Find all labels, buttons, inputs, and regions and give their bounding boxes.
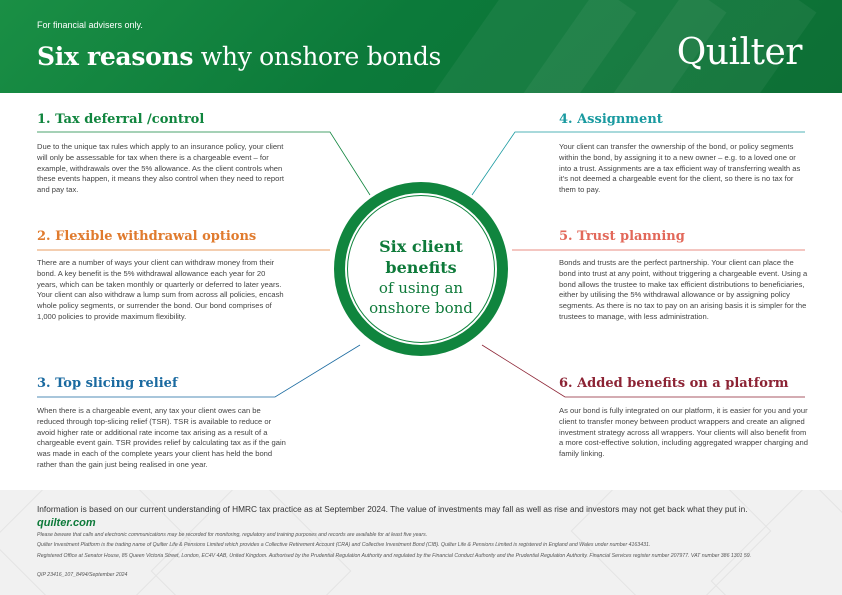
section-body: As our bond is fully integrated on our platform, it is easier for you and your client to transfer money between product wrappers and create an aligned investment strategy across all wrappers. Your clients will also benefit from a more cost-effective solution, including aggregated wrapper charging and family linking. bbox=[559, 406, 808, 459]
footer-platform-notice: Quilter Investment Platform is the trading name of Quilter Life & Pensions Limited which provides a Collective Retirement Account (CRA) and Collective Investment Bond (CIB). Quilter Life & Pensions Limited is registered in England and Wales under number 4163431. bbox=[37, 542, 651, 548]
audience-note: For financial advisers only. bbox=[37, 20, 143, 30]
section-trust-planning bbox=[559, 229, 809, 323]
section-platform-benefits bbox=[559, 376, 809, 460]
section-heading: 2. Flexible withdrawal options bbox=[37, 229, 257, 244]
footer-registered-office: Registered Office at Senator House, 85 Queen Victoria Street, London, EC4V 4AB, United Kingdom. Authorised by the Prudential Regulation Authority and regulated by the Financial Conduct Authority and the Prudential Regulation Authority. Financial Services register number 207977. VAT number 386 1301 59. bbox=[37, 553, 752, 559]
footer-reference: QIP 23416_107_8494/September 2024 bbox=[37, 572, 128, 578]
footer bbox=[0, 490, 842, 595]
section-body: There are a number of ways your client can withdraw money from their bond. A key benefit is the 5% withdrawal allowance each year for 20 years, which can be taken monthly or quarterly or deferred to later years. Your client can also withdraw a lump sum from across all policies, encash whole policy segments, or surrender the bond. Our bond comprises of 1,000 policies to provide maximum flexibility. bbox=[37, 258, 284, 321]
section-assignment bbox=[559, 112, 809, 196]
section-body: Bonds and trusts are the perfect partnership. Your client can place the bond into trust at any point, without triggering a chargeable event. Using a bond allows the trustee to make tax efficient distributions to beneficiaries, either by utilising the 5% withdrawal allowance or by assigning policy segments. As there is no tax to pay on an arising basis it is simpler for the trustees to manage, with less administration. bbox=[559, 258, 808, 321]
footer-recording-notice: Please beware that calls and electronic communications may be recorded for monitoring, regulatory and training purposes and records are available for at least five years. bbox=[37, 532, 428, 538]
section-heading: 4. Assignment bbox=[559, 112, 663, 127]
section-tax-deferral bbox=[37, 112, 287, 196]
section-body: When there is a chargeable event, any tax your client owes can be reduced through top-slicing relief (TSR). TSR is available to reduce or avoid higher rate or additional rate income tax arising as a result of a chargeable event gain. TSR provides relief by calculating tax as if the gain was made in each of the complete years your client has held the bond rather than the gain just being realised in one year. bbox=[37, 406, 286, 469]
quilter-logo: Quilter bbox=[676, 32, 802, 73]
section-heading: 1. Tax deferral /control bbox=[37, 112, 205, 127]
center-line-3: of using an bbox=[378, 279, 464, 297]
footer-website-link[interactable]: quilter.com bbox=[37, 517, 96, 529]
footer-disclaimer: Information is based on our current understanding of HMRC tax practice as at September 2024. The value of investments may fall as well as rise and investors may not get back what they put in. bbox=[37, 504, 748, 514]
section-top-slicing bbox=[37, 376, 287, 471]
section-heading: 6. Added benefits on a platform bbox=[559, 376, 789, 391]
section-body: Due to the unique tax rules which apply to an insurance policy, your client will only be assessable for tax when there is a chargeable event – for example, withdrawals over the 5% allowance. As the client controls when these events happen, it means they also control when they need to report and pay tax. bbox=[37, 142, 284, 195]
section-heading: 3. Top slicing relief bbox=[37, 376, 178, 391]
title-rest: why onshore bonds bbox=[200, 42, 442, 71]
center-line-2: benefits bbox=[385, 258, 457, 277]
section-body: Your client can transfer the ownership of the bond, or policy segments within the bond, by assigning it to a new owner – e.g. to a loved one or into a trust. Assignments are a tax efficient way of transferring wealth as it's not deemed a chargeable event for the client, so there is no tax for them to pay. bbox=[559, 142, 801, 195]
center-label bbox=[347, 236, 495, 318]
section-heading: 5. Trust planning bbox=[559, 229, 685, 244]
title-bold: Six reasons bbox=[37, 42, 194, 71]
center-line-4: onshore bond bbox=[369, 299, 473, 317]
section-flexible-withdrawal bbox=[37, 229, 287, 323]
center-line-1: Six client bbox=[379, 237, 463, 256]
